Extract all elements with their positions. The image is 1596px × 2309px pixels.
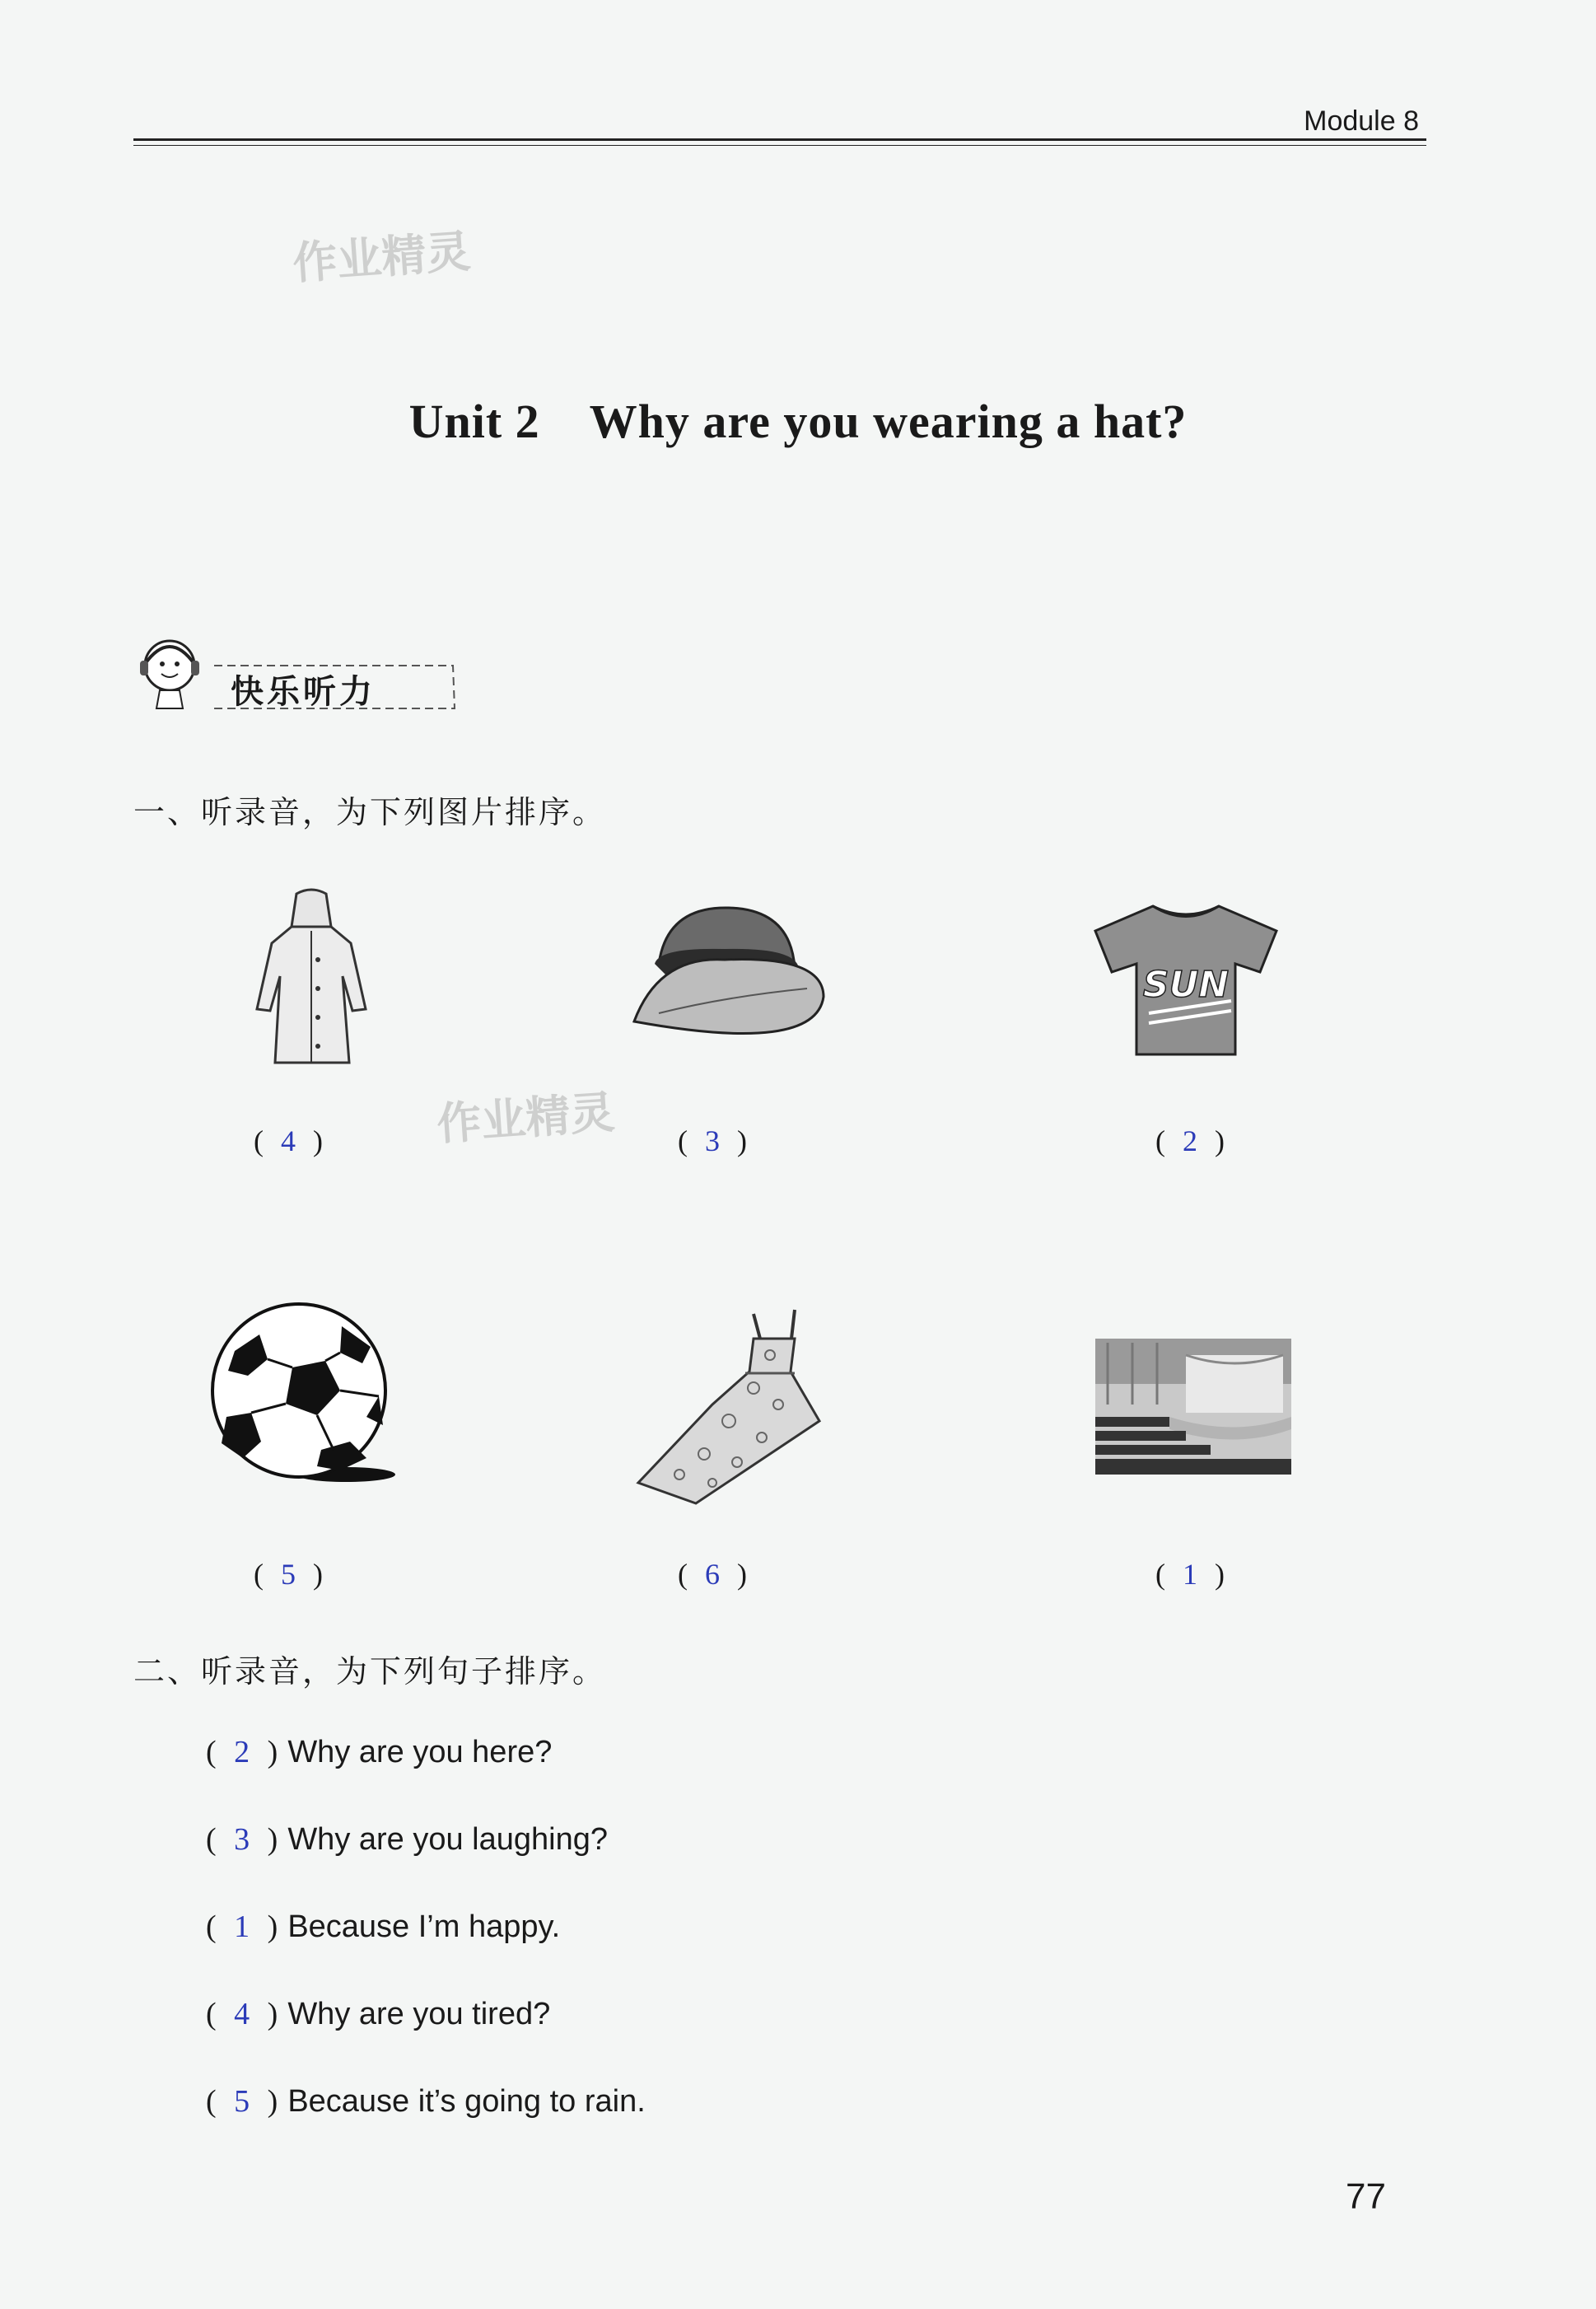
answer-hat: ( 3 ) — [678, 1124, 747, 1157]
answer-theatre: ( 1 ) — [1155, 1558, 1225, 1591]
hat-icon — [626, 898, 832, 1063]
page-number: 77 — [1346, 2176, 1386, 2217]
football-icon — [202, 1302, 399, 1491]
part1-instruction: 一、听录音，为下列图片排序。 — [133, 794, 607, 830]
sentence-item: ( 4 ) Why are you tired? — [206, 1997, 551, 2031]
unit-label: Unit 2 — [408, 395, 540, 448]
tshirt-icon — [1087, 898, 1285, 1063]
page-title — [0, 394, 1596, 449]
theatre-icon — [1095, 1339, 1291, 1475]
answer-football: ( 5 ) — [254, 1558, 323, 1591]
raincoat-icon — [239, 886, 383, 1071]
header-rule — [133, 138, 1426, 141]
unit-title: Why are you wearing a hat? — [589, 395, 1188, 448]
header-rule-thin — [133, 145, 1426, 146]
sentence-item: ( 3 ) Why are you laughing? — [206, 1822, 608, 1857]
module-label: Module 8 — [1304, 105, 1419, 137]
watermark: 作业精灵 — [291, 225, 473, 290]
answer-raincoat: ( 4 ) — [254, 1124, 323, 1157]
sentence-item: ( 5 ) Because it’s going to rain. — [206, 2084, 646, 2119]
dress-icon — [630, 1306, 828, 1507]
section-title: 快乐听力 — [231, 673, 376, 711]
sentence-item: ( 2 ) Why are you here? — [206, 1735, 553, 1769]
answer-tshirt: ( 2 ) — [1155, 1124, 1225, 1157]
watermark: 作业精灵 — [435, 1086, 617, 1151]
part2-instruction: 二、听录音，为下列句子排序。 — [133, 1653, 607, 1690]
tshirt-text: SUN — [1142, 964, 1230, 1006]
answer-dress: ( 6 ) — [678, 1558, 747, 1591]
sentence-item: ( 1 ) Because I’m happy. — [206, 1909, 561, 1944]
